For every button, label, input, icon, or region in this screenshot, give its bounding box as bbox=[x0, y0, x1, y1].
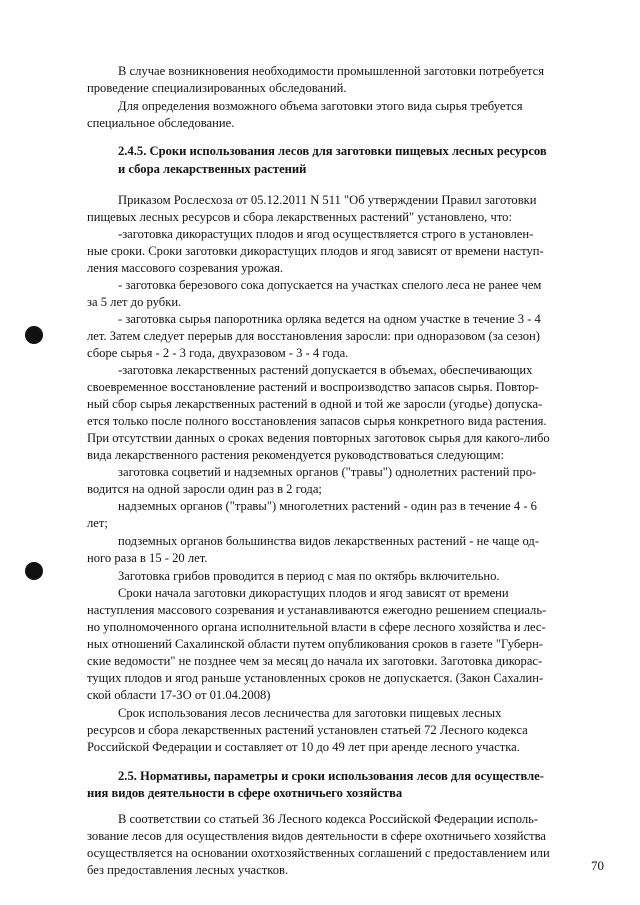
text-line: Российской Федерации и составляет от 10 до 49 лет при аренде лесного участка. bbox=[87, 740, 520, 754]
section-heading: 2.5. Нормативы, параметры и сроки использования лесов для осуществле- bbox=[118, 769, 544, 783]
text-line: сборе сырья - 2 - 3 года, двухразовом - 3 - 4 года. bbox=[87, 346, 349, 360]
text-line: Сроки начала заготовки дикорастущих плодов и ягод зависят от времени bbox=[118, 586, 509, 600]
text-line: надземных органов ("травы") многолетних растений - один раз в течение 4 - 6 bbox=[118, 499, 537, 513]
text-line: В случае возникновения необходимости промышленной заготовки потребуется bbox=[118, 64, 545, 78]
text-line: но уполномоченного органа исполнительной власти в сфере лесного хозяйства и лес- bbox=[87, 620, 546, 634]
text-line: Для определения возможного объема заготовки этого вида сырья требуется bbox=[118, 99, 523, 113]
text-line: вида лекарственного растения рекомендуется руководствоваться следующим: bbox=[87, 448, 504, 462]
text-line: наступления массового созревания и устанавливаются ежегодно решением специаль- bbox=[87, 603, 547, 617]
text-line: В соответствии со статьей 36 Лесного кодекса Российской Федерации исполь- bbox=[118, 812, 539, 826]
text-line: заготовка соцветий и надземных органов ("травы") однолетних растений про- bbox=[118, 465, 537, 479]
text-line: ного раза в 15 - 20 лет. bbox=[87, 551, 208, 565]
section-heading: 2.4.5. Сроки использования лесов для заготовки пищевых лесных ресурсов bbox=[118, 144, 547, 158]
text-line: Срок использования лесов лесничества для заготовки пищевых лесных bbox=[118, 706, 502, 720]
text-line: водится на одной заросли один раз в 2 года; bbox=[87, 482, 322, 496]
section-heading: и сбора лекарственных растений bbox=[118, 162, 307, 176]
text-line: -заготовка лекарственных растений допускается в объемах, обеспечивающих bbox=[118, 363, 533, 377]
text-line: Заготовка грибов проводится в период с мая по октябрь включительно. bbox=[118, 569, 500, 583]
text-line: - заготовка березового сока допускается на участках спелого леса не ранее чем bbox=[118, 278, 542, 292]
text-line: тущих плодов и ягод раньше установленных сроков не допускается. (Закон Сахалин- bbox=[87, 671, 544, 685]
text-line: ный сбор сырья лекарственных растений в одной и той же заросли (угодье) допуска- bbox=[87, 397, 543, 411]
binder-hole bbox=[25, 326, 43, 344]
text-line: ской области 17-ЗО от 01.04.2008) bbox=[87, 688, 271, 702]
text-line: осуществляется на основании охотхозяйственных соглашений с предоставлением или bbox=[87, 846, 550, 860]
text-line: за 5 лет до рубки. bbox=[87, 295, 182, 309]
text-line: ные сроки. Сроки заготовки дикорастущих плодов и ягод зависят от времени наступ- bbox=[87, 244, 544, 258]
text-line: ресурсов и сбора лекарственных растений установлен статьей 72 Лесного кодекса bbox=[87, 723, 528, 737]
text-line: ных отношений Сахалинской области путем опубликования сроков в газете "Губерн- bbox=[87, 637, 543, 651]
text-line: лет; bbox=[87, 516, 108, 530]
text-line: лет. Затем следует перерыв для восстановления заросли: при одноразовом (за сезон) bbox=[87, 329, 540, 343]
text-line: подземных органов большинства видов лекарственных растений - не чаще од- bbox=[118, 534, 540, 548]
text-line: пищевых лесных ресурсов и сбора лекарственных растений" установлено, что: bbox=[87, 210, 512, 224]
text-line: ления массового созревания урожая. bbox=[87, 261, 284, 275]
text-line: проведение специализированных обследований. bbox=[87, 81, 347, 95]
text-line: -заготовка дикорастущих плодов и ягод осуществляется строго в установлен- bbox=[118, 227, 534, 241]
page-number: 70 bbox=[591, 858, 604, 873]
text-line: Приказом Рослесхоза от 05.12.2011 N 511 "Об утверждении Правил заготовки bbox=[118, 193, 537, 207]
text-line: специальное обследование. bbox=[87, 116, 235, 130]
text-line: При отсутствии данных о сроках ведения повторных заготовок сырья для какого-либо bbox=[87, 431, 550, 445]
text-line: - заготовка сырья папоротника орляка ведется на одном участке в течение 3 - 4 bbox=[118, 312, 541, 326]
text-line: ские ведомости" не позднее чем за месяц до начала их заготовки. Заготовка дикорас- bbox=[87, 654, 543, 668]
text-line: без предоставления лесных участков. bbox=[87, 863, 289, 877]
binder-hole bbox=[25, 562, 43, 580]
text-line: своевременное восстановление растений и воспроизводство запасов сырья. Повтор- bbox=[87, 380, 539, 394]
section-heading: ния видов деятельности в сфере охотничьего хозяйства bbox=[87, 786, 403, 800]
text-line: зование лесов для осуществления видов деятельности в сфере охотничьего хозяйства bbox=[87, 829, 547, 843]
text-line: ется только после полного восстановления запасов сырья конкретного вида растения. bbox=[87, 414, 547, 428]
